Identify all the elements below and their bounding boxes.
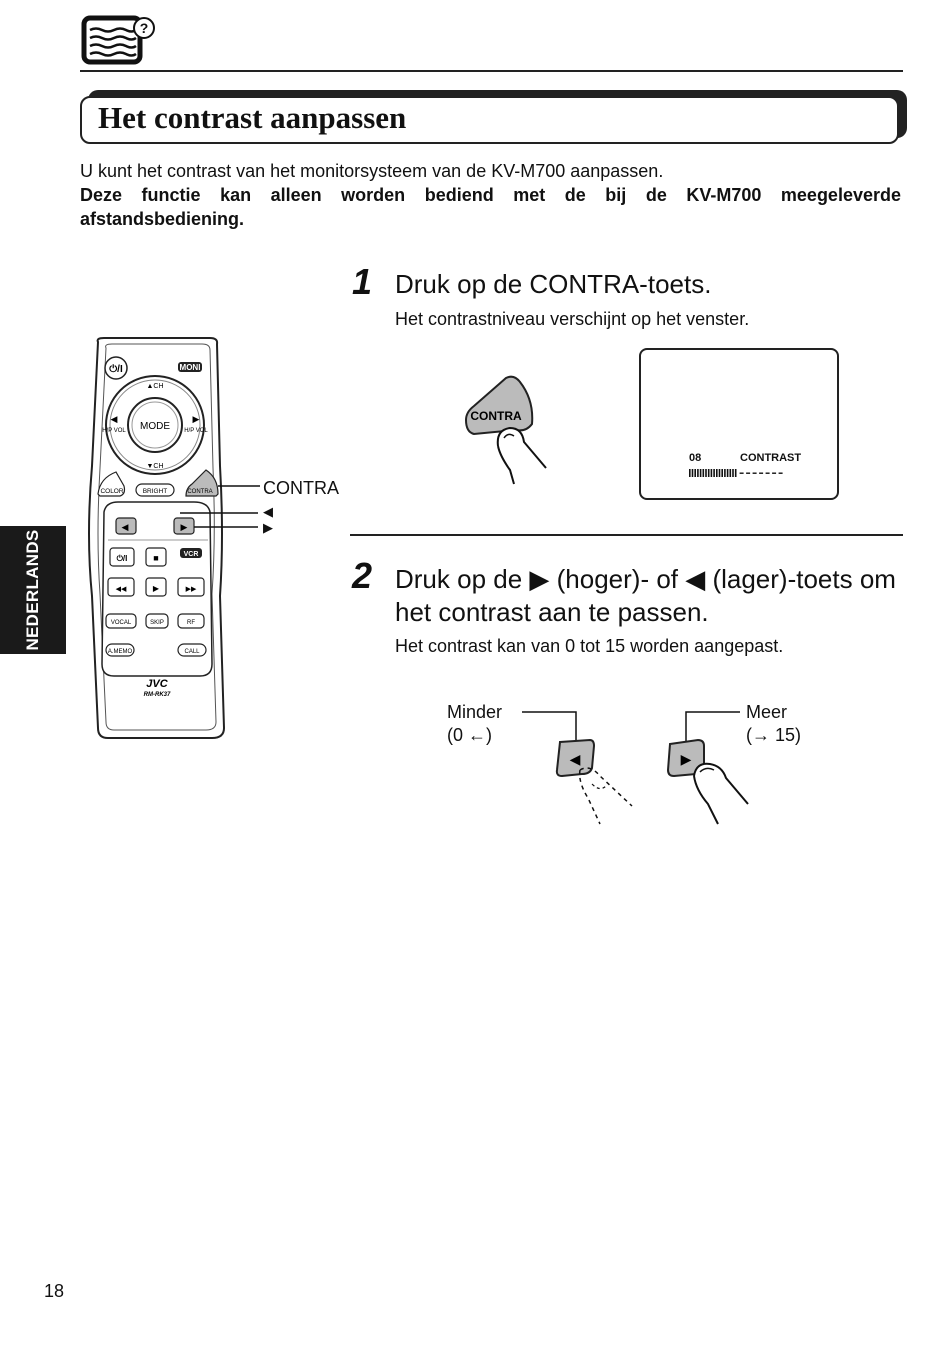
remote-ch-up-label: ▲CH xyxy=(146,383,164,390)
contrast-empty-dash xyxy=(766,473,770,474)
remote-vocal-label: VOCAL xyxy=(110,620,132,626)
step-1-number: 1 xyxy=(352,261,373,302)
remote-rf-button[interactable] xyxy=(178,614,204,628)
remote-vol-right-arrow: ▶ xyxy=(192,414,200,424)
remote-right-label: ▶ xyxy=(180,522,188,532)
contrast-level-tick xyxy=(724,469,726,477)
remote-moni-button[interactable] xyxy=(178,362,202,372)
intro xyxy=(80,159,901,231)
contrast-level-tick xyxy=(711,469,713,477)
contrast-empty-dash xyxy=(746,473,750,474)
contrast-level-tick xyxy=(719,469,721,477)
right-button-arrow: ▶ xyxy=(680,751,692,767)
contra-callout: CONTRA xyxy=(263,478,339,498)
contrast-level-tick xyxy=(727,469,729,477)
top-rule xyxy=(80,70,903,72)
contrast-empty-dash xyxy=(740,473,744,474)
right-arrow-callout: ▶ xyxy=(263,520,273,535)
page-number: 18 xyxy=(44,1281,65,1301)
remote-call-label: CALL xyxy=(184,649,200,655)
remote-ch-down-label: ▼CH xyxy=(146,463,164,470)
contrast-level-tick xyxy=(713,469,715,477)
remote-skip-button[interactable] xyxy=(146,614,168,628)
remote-bright-button[interactable] xyxy=(136,484,174,496)
remote-skip-label: SKIP xyxy=(150,620,164,626)
contrast-level-tick xyxy=(735,469,737,477)
left-arrow-callout: ◀ xyxy=(263,504,273,519)
intro-note: Deze functie kan alleen worden bediend met de bij de KV-M700 meegeleverde afstandsbediening. xyxy=(80,185,901,229)
contrast-level-bar xyxy=(689,468,789,478)
language-tab xyxy=(0,526,66,654)
meer-range: (→ 15) xyxy=(746,725,802,745)
remote-power-label: ⏻/I xyxy=(109,364,123,375)
remote-power-button[interactable] xyxy=(105,357,127,379)
step-2-note: Het contrast kan van 0 tot 15 worden aangepast. xyxy=(395,636,784,656)
contrast-level-tick xyxy=(716,469,718,477)
svg-text:?: ? xyxy=(139,20,149,36)
remote-vcr-button[interactable] xyxy=(180,548,202,558)
contrast-level-tick xyxy=(705,469,707,477)
step-2-instruction-line2: het contrast aan te passen. xyxy=(395,597,709,627)
contrast-value: 08 xyxy=(689,452,702,464)
contrast-level-tick xyxy=(721,469,723,477)
remote-model-label: RM-RK37 xyxy=(143,692,171,698)
remote-contra-label: CONTRA xyxy=(187,489,213,495)
remote-stop-button[interactable] xyxy=(146,548,166,566)
contrast-empty-dash xyxy=(772,473,776,474)
remote-vcr-label: VCR xyxy=(183,551,199,558)
remote-ff-label: ▶▶ xyxy=(185,586,197,593)
contrast-level-tick xyxy=(692,469,694,477)
remote-left-button[interactable] xyxy=(116,518,136,534)
remote-brand-logo: JVC xyxy=(146,678,168,690)
remote-ff-button[interactable] xyxy=(178,578,204,596)
remote-vol-left-arrow: ◀ xyxy=(110,414,118,424)
monitor-display xyxy=(639,348,839,500)
page-title: Het contrast aanpassen xyxy=(98,100,407,135)
remote-vol-left-label: H/P VOL xyxy=(102,428,126,434)
step-2-instruction-line1: Druk op de ▶ (hoger)- of ◀ (lager)-toets om xyxy=(395,564,896,594)
remote-color-label: COLOR xyxy=(100,488,124,495)
remote-amemo-label: A.MEMO xyxy=(107,649,133,655)
minder-range: (0 ←) xyxy=(447,725,492,745)
remote-amemo-button[interactable] xyxy=(106,644,134,656)
remote-moni-label: MONI xyxy=(179,363,201,372)
right-button-press-illustration xyxy=(660,706,770,830)
remote-stop-label: ■ xyxy=(153,553,159,563)
contra-button-press-illustration xyxy=(460,372,560,488)
contrast-level-tick xyxy=(689,469,691,477)
remote-play-button[interactable] xyxy=(146,578,166,596)
contrast-level-tick xyxy=(697,469,699,477)
contrast-level-tick xyxy=(700,469,702,477)
contrast-level-tick xyxy=(732,469,734,477)
remote-bright-label: BRIGHT xyxy=(142,488,168,495)
remote-rf-label: RF xyxy=(187,620,195,626)
meer-label: Meer xyxy=(746,702,788,722)
remote-vcr-power-button[interactable] xyxy=(110,548,134,566)
contra-key-label: CONTRA xyxy=(470,409,522,423)
contrast-empty-dash xyxy=(753,473,757,474)
minder-label: Minder xyxy=(447,702,503,722)
remote-rewind-button[interactable] xyxy=(108,578,134,596)
tv-help-icon xyxy=(80,14,156,66)
left-button-press-illustration xyxy=(520,706,640,830)
step-2-number: 2 xyxy=(352,555,373,596)
contrast-level-tick xyxy=(708,469,710,477)
remote-rewind-label: ◀◀ xyxy=(115,586,127,593)
step-1-note: Het contrastniveau verschijnt op het venster. xyxy=(395,309,750,329)
remote-call-button[interactable] xyxy=(178,644,206,656)
contrast-level-tick xyxy=(703,469,705,477)
remote-vcr-power-label: ⏻/I xyxy=(116,554,128,563)
contrast-level-tick xyxy=(730,469,732,477)
remote-control xyxy=(84,336,264,744)
language-tab-label: NEDERLANDS xyxy=(23,529,42,651)
remote-mode-button[interactable] xyxy=(128,398,182,452)
contrast-label: CONTRAST xyxy=(740,452,802,464)
remote-callout-lines xyxy=(180,480,275,540)
section-divider xyxy=(350,534,903,536)
left-button-arrow: ◀ xyxy=(569,751,581,767)
contrast-empty-dash xyxy=(759,473,763,474)
contrast-empty-dash xyxy=(779,473,783,474)
remote-vol-right-label: H/P VOL xyxy=(184,428,208,434)
intro-text: U kunt het contrast van het monitorsysteem van de KV-M700 aanpassen. xyxy=(80,161,664,181)
step-1-instruction: Druk op de CONTRA-toets. xyxy=(395,269,712,299)
remote-mode-label: MODE xyxy=(140,421,170,432)
contrast-level-tick xyxy=(694,469,696,477)
remote-left-label: ◀ xyxy=(121,522,129,532)
remote-vocal-button[interactable] xyxy=(106,614,136,628)
remote-play-label: ▶ xyxy=(152,584,160,593)
